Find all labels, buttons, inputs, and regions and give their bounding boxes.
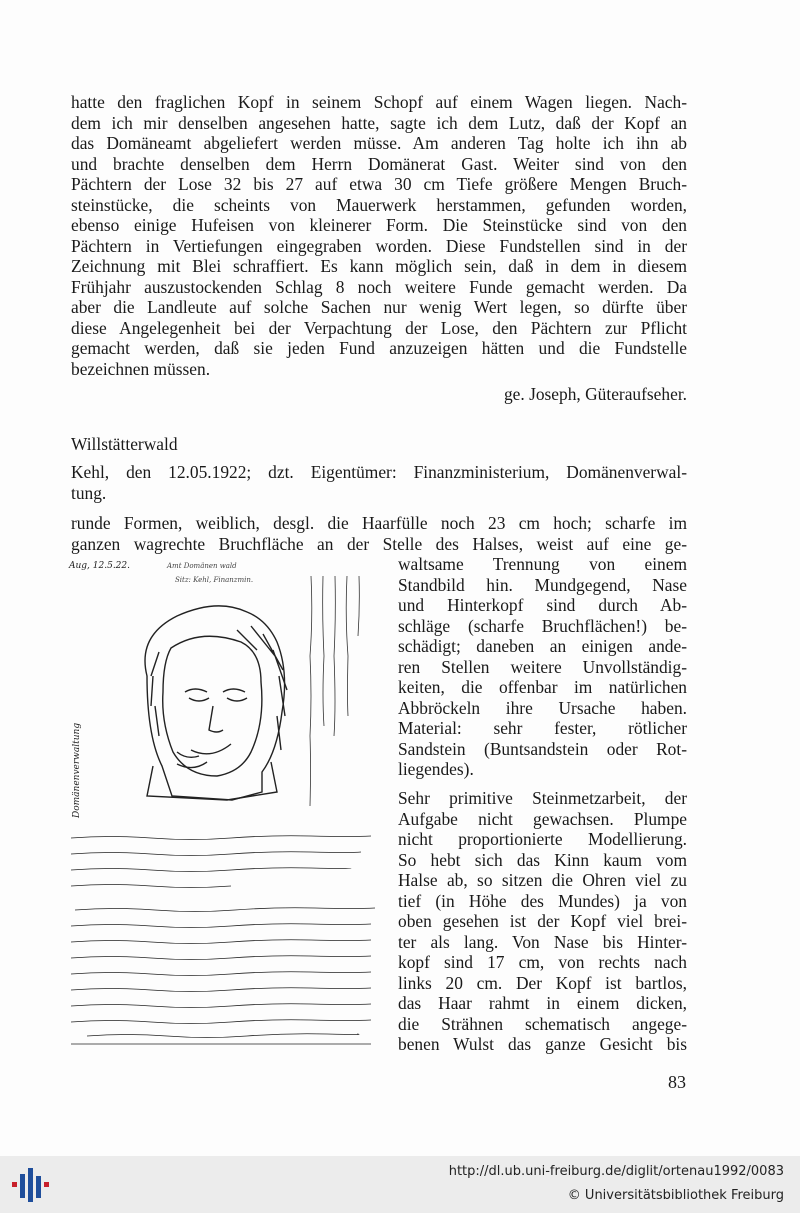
text-line: kopf sind 17 cm, von rechts nach	[398, 952, 687, 972]
text-line: und Hinterkopf sind durch Ab-	[398, 595, 687, 615]
text-line: benen Wulst das ganze Gesicht bis	[398, 1034, 687, 1054]
text-line: steinstücke, die scheints von Mauerwerk herstammen, gefunden worden,	[71, 194, 687, 215]
text-line: ganzen wagrechte Bruchfläche an der Stelle des Halses, weist auf eine ge-	[71, 533, 687, 554]
column-paragraph-3	[398, 554, 687, 780]
text-line: So hebt sich das Kinn kaum vom	[398, 849, 687, 870]
text-line: links 20 cm. Der Kopf ist bartlos,	[398, 972, 687, 993]
text-line: oben gesehen ist der Kopf viel brei-	[398, 911, 687, 931]
footer-bar	[0, 1156, 800, 1213]
text-line: aber die Landleute auf solche Sachen nur wenig Wert legen, so dürfte über	[71, 297, 687, 317]
text-line: Frühjahr auszustockenden Schlag 8 noch weitere Funde gemacht werden. Da	[71, 276, 687, 297]
text-line: diese Angelegenheit bei der Verpachtung der Lose, den Pächtern zur Pflicht	[71, 317, 687, 338]
text-line: und brachte denselben dem Herrn Domänerat Gast. Weiter sind von den	[71, 153, 687, 174]
column-paragraph-4	[398, 788, 687, 1055]
body-paragraph-1	[71, 92, 687, 379]
ub-freiburg-logo-icon	[8, 1164, 52, 1204]
svg-text:Amt Domänen wald: Amt Domänen wald	[167, 562, 237, 570]
text-line: schädigt; daneben an einigen ande-	[398, 636, 687, 656]
text-line: ter als lang. Von Nase bis Hinter-	[398, 931, 687, 952]
text-line: die Strähnen schematisch angege-	[398, 1013, 687, 1034]
handwriting-side-right	[310, 576, 359, 806]
text-line: Kehl, den 12.05.1922; dzt. Eigentümer: Finanzministerium, Domänenverwal-	[71, 462, 687, 482]
sculpture-sketch-figure	[67, 556, 377, 1048]
handwriting-header	[166, 562, 253, 584]
handwriting-notes	[71, 836, 375, 1044]
text-line: waltsame Trennung von einem	[398, 554, 687, 574]
text-line: Sehr primitive Steinmetzarbeit, der	[398, 788, 687, 808]
text-line: Abbröckeln ihre Ursache haben.	[398, 697, 687, 718]
text-line: Halse ab, so sitzen die Ohren viel zu	[398, 870, 687, 890]
handwriting-date	[68, 561, 130, 571]
page-number: 83	[668, 1072, 686, 1092]
text-line: das Haar rahmt in einem dicken,	[398, 993, 687, 1013]
text-line: das Domäneamt abgeliefert werden müsse. Am anderen Tag holte ich ihn ab	[71, 133, 687, 153]
text-line: tung.	[71, 482, 107, 503]
signature: ge. Joseph, Güteraufseher.	[503, 384, 687, 404]
handwriting-side-left	[72, 723, 82, 819]
svg-text:Domänenverwaltung: Domänenverwaltung	[72, 722, 82, 818]
text-line: bezeichnen müssen.	[71, 358, 211, 379]
svg-text:Aug, 12.5.22.: Aug, 12.5.22.	[69, 561, 130, 571]
sculpted-head-drawing	[145, 606, 287, 800]
text-line: Pächtern der Lose 32 bis 27 auf etwa 30 cm Tiefe größere Mengen Bruch-	[71, 174, 687, 194]
text-line: runde Formen, weiblich, desgl. die Haarfülle noch 23 cm hoch; scharfe im	[71, 513, 687, 533]
footer-url-link[interactable]: http://dl.ub.uni-freiburg.de/diglit/ortenau1992/0083	[448, 1164, 784, 1179]
text-line: hatte den fraglichen Kopf in seinem Schopf auf einem Wagen liegen. Nach-	[71, 92, 687, 112]
footer-copyright: © Universitätsbibliothek Freiburg	[567, 1188, 784, 1203]
body-paragraph-3	[71, 513, 687, 554]
text-line: Standbild hin. Mundgegend, Nase	[398, 574, 687, 595]
text-line: gemacht werden, daß sie jeden Fund anzuzeigen hätten und die Fundstelle	[71, 338, 687, 358]
text-line: Zeichnung mit Blei schraffiert. Es kann möglich sein, daß in dem in diesem	[71, 256, 687, 276]
text-line: dem ich mir denselben angesehen hatte, sagte ich dem Lutz, daß der Kopf an	[71, 112, 687, 133]
text-line: Pächtern in Vertiefungen eingegraben worden. Diese Fundstellen sind in der	[71, 235, 687, 256]
text-line: Sandstein (Buntsandstein oder Rot-	[398, 738, 687, 759]
text-line: nicht proportionierte Modellierung.	[398, 829, 687, 849]
text-line: ebenso einige Hufeisen von kleinerer Form. Die Steinstücke sind von den	[71, 215, 687, 235]
text-line: tief (in Höhe des Mundes) ja von	[398, 890, 687, 911]
text-line: Aufgabe nicht gewachsen. Plumpe	[398, 808, 687, 829]
text-line: schläge (scharfe Bruchflächen!) be-	[398, 615, 687, 636]
text-line: liegendes).	[398, 759, 474, 779]
text-line: ren Stellen weitere Unvollständig-	[398, 656, 687, 677]
text-line: keiten, die offenbar im natürlichen	[398, 677, 687, 697]
svg-text:Sitz: Kehl, Finanzmin.: Sitz: Kehl, Finanzmin.	[175, 576, 254, 584]
body-paragraph-2	[71, 462, 687, 503]
section-heading: Willstätterwald	[71, 434, 178, 454]
text-line: Material: sehr fester, rötlicher	[398, 718, 687, 738]
